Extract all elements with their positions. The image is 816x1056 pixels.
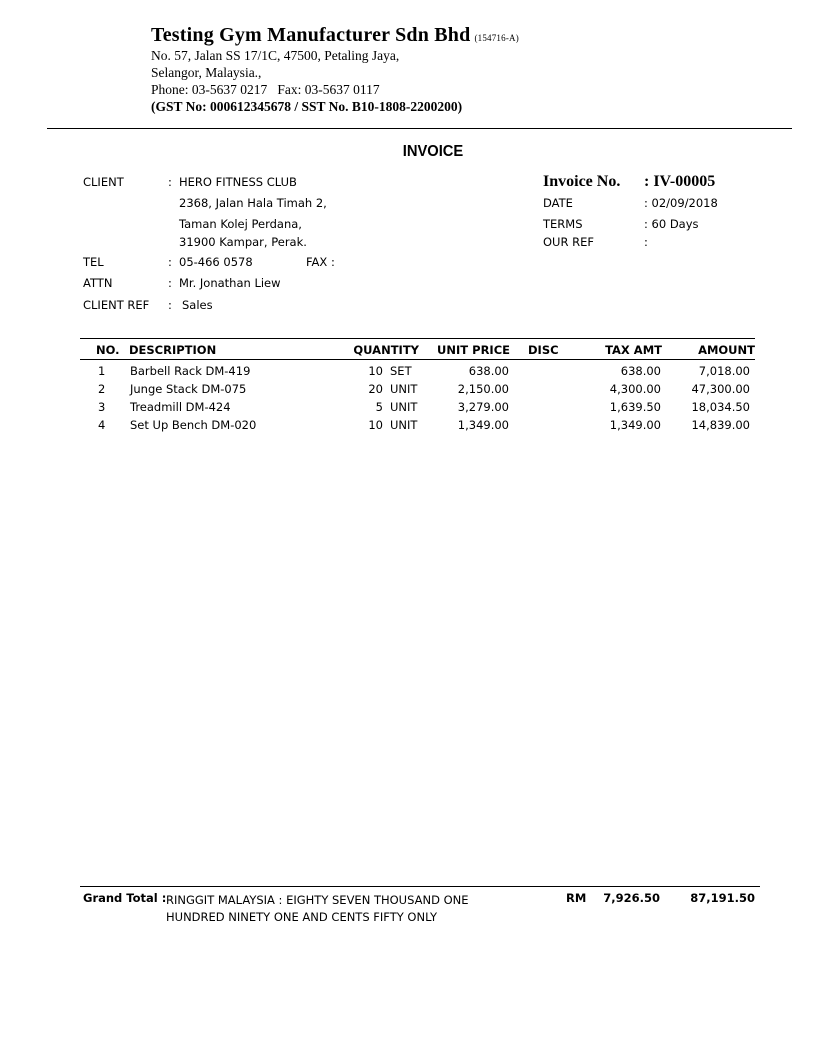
company-tax-ids: (GST No: 000612345678 / SST No. B10-1808-2200200) bbox=[151, 99, 463, 114]
row-qty: 20 bbox=[368, 382, 383, 396]
grand-total-amount: 87,191.50 bbox=[690, 891, 755, 905]
row-amount: 14,839.00 bbox=[691, 418, 750, 432]
row-amount: 7,018.00 bbox=[698, 364, 750, 378]
row-uom: UNIT bbox=[390, 400, 418, 414]
terms-value: : 60 Days bbox=[644, 217, 699, 231]
row-no: 4 bbox=[98, 418, 106, 432]
header-divider bbox=[47, 128, 792, 129]
row-unit-price: 3,279.00 bbox=[457, 400, 509, 414]
tel-colon: : bbox=[168, 255, 172, 269]
row-description: Set Up Bench DM-020 bbox=[130, 418, 257, 432]
header-amount: AMOUNT bbox=[698, 343, 755, 357]
row-qty: 10 bbox=[368, 418, 383, 432]
header-description: DESCRIPTION bbox=[129, 343, 217, 357]
grand-total-label: Grand Total : bbox=[83, 891, 167, 905]
date-value: : 02/09/2018 bbox=[644, 196, 718, 210]
company-reg-no: (154716-A) bbox=[474, 33, 519, 43]
company-name bbox=[151, 24, 519, 47]
attn-colon: : bbox=[168, 276, 172, 290]
row-no: 1 bbox=[98, 364, 106, 378]
row-qty: 5 bbox=[375, 400, 383, 414]
amount-words-line2: HUNDRED NINETY ONE AND CENTS FIFTY ONLY bbox=[166, 910, 437, 924]
tel-label: TEL bbox=[83, 255, 104, 269]
client-name: HERO FITNESS CLUB bbox=[179, 175, 297, 189]
row-uom: UNIT bbox=[390, 382, 418, 396]
amount-words-line1: RINGGIT MALAYSIA : EIGHTY SEVEN THOUSAND ONE bbox=[166, 893, 469, 907]
currency-label: RM bbox=[566, 891, 587, 905]
totals-rule bbox=[80, 886, 760, 887]
row-unit-price: 1,349.00 bbox=[457, 418, 509, 432]
our-ref-label: OUR REF bbox=[543, 235, 594, 249]
row-description: Barbell Rack DM-419 bbox=[130, 364, 251, 378]
company-address-line2: Selangor, Malaysia., bbox=[151, 65, 262, 80]
row-amount: 47,300.00 bbox=[691, 382, 750, 396]
company-address-line1: No. 57, Jalan SS 17/1C, 47500, Petaling Jaya, bbox=[151, 48, 400, 63]
client-colon: : bbox=[168, 175, 172, 189]
client-ref-colon: : bbox=[168, 298, 172, 312]
row-tax-amt: 4,300.00 bbox=[609, 382, 661, 396]
invoice-no-label: Invoice No. bbox=[543, 173, 621, 190]
document-title: INVOICE bbox=[402, 143, 464, 160]
row-tax-amt: 638.00 bbox=[620, 364, 661, 378]
attn-value: Mr. Jonathan Liew bbox=[179, 276, 281, 290]
row-unit-price: 2,150.00 bbox=[457, 382, 509, 396]
header-no: NO. bbox=[96, 343, 120, 357]
table-top-rule bbox=[80, 338, 755, 339]
row-uom: UNIT bbox=[390, 418, 418, 432]
row-no: 2 bbox=[98, 382, 106, 396]
row-uom: SET bbox=[390, 364, 412, 378]
row-tax-amt: 1,349.00 bbox=[609, 418, 661, 432]
terms-label: TERMS bbox=[543, 217, 583, 231]
client-label: CLIENT bbox=[83, 175, 124, 189]
company-phone-fax: Phone: 03-5637 0217 Fax: 03-5637 0117 bbox=[151, 82, 380, 97]
row-qty: 10 bbox=[368, 364, 383, 378]
tax-total: 7,926.50 bbox=[603, 891, 660, 905]
client-address-line2: Taman Kolej Perdana, bbox=[179, 217, 302, 231]
table-header-rule bbox=[80, 359, 755, 360]
attn-label: ATTN bbox=[83, 276, 113, 290]
invoice-no-value: : IV-00005 bbox=[644, 173, 716, 190]
our-ref-value: : bbox=[644, 235, 648, 249]
row-amount: 18,034.50 bbox=[691, 400, 750, 414]
client-address-line1: 2368, Jalan Hala Timah 2, bbox=[179, 196, 327, 210]
header-quantity: QUANTITY bbox=[353, 343, 419, 357]
row-no: 3 bbox=[98, 400, 106, 414]
date-label: DATE bbox=[543, 196, 573, 210]
amount-in-words bbox=[166, 892, 469, 926]
company-name-text: Testing Gym Manufacturer Sdn Bhd bbox=[151, 24, 471, 46]
header-disc: DISC bbox=[528, 343, 559, 357]
tel-value: 05-466 0578 bbox=[179, 255, 253, 269]
client-ref-label: CLIENT REF bbox=[83, 298, 150, 312]
header-unit-price: UNIT PRICE bbox=[437, 343, 510, 357]
row-description: Junge Stack DM-075 bbox=[130, 382, 247, 396]
client-address-line3: 31900 Kampar, Perak. bbox=[179, 235, 307, 249]
header-tax-amt: TAX AMT bbox=[605, 343, 662, 357]
fax-label: FAX : bbox=[306, 255, 335, 269]
row-description: Treadmill DM-424 bbox=[130, 400, 231, 414]
client-ref-value: Sales bbox=[182, 298, 213, 312]
row-tax-amt: 1,639.50 bbox=[609, 400, 661, 414]
row-unit-price: 638.00 bbox=[468, 364, 509, 378]
